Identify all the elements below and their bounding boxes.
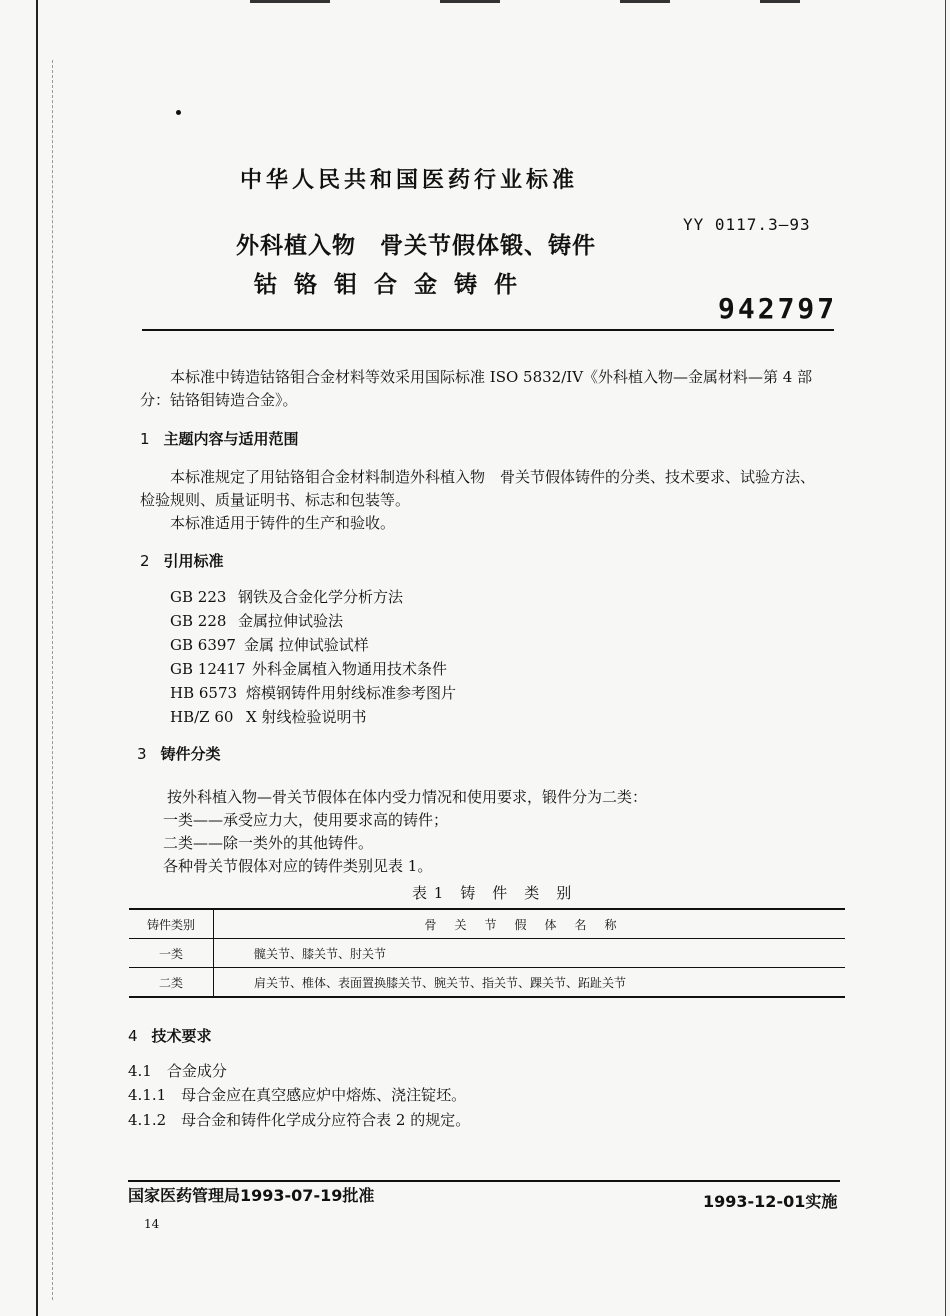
section4-1-1: 4.1.1 母合金应在真空感应炉中熔炼、浇注锭坯。	[128, 1086, 467, 1104]
table-header-cell: 铸件类别	[129, 910, 214, 939]
reference-item	[170, 634, 369, 657]
implementation-date: 1993-12-01实施	[703, 1192, 838, 1211]
document-title-line1: 外科植入物 骨关节假体锻、铸件	[236, 233, 596, 259]
reference-code: GB 228	[170, 612, 227, 630]
reference-code: HB/Z 60	[170, 708, 234, 726]
table-row	[129, 939, 845, 968]
section1-title: 主题内容与适用范围	[163, 430, 299, 448]
section4-title: 技术要求	[151, 1027, 212, 1045]
reference-code: GB 12417	[170, 660, 246, 678]
header-rule	[142, 329, 834, 331]
section4-1: 4.1 合金成分	[128, 1062, 227, 1080]
section2-heading	[140, 550, 224, 571]
intro-line2: 分：钴铬钼铸造合金》。	[140, 391, 298, 409]
intro-line1: 本标准中铸造钴铬钼合金材料等效采用国际标准 ISO 5832/IV《外科植入物—金属材料—第 4 部	[170, 368, 813, 386]
table-row	[129, 968, 845, 997]
reference-code: HB 6573	[170, 684, 238, 702]
scan-artifact-line	[52, 60, 53, 1300]
section3-p4: 各种骨关节假体对应的铸件类别见表 1。	[163, 857, 433, 875]
reference-code: GB 223	[170, 588, 227, 606]
table1	[129, 908, 845, 998]
scan-edge-left	[36, 0, 38, 1316]
reference-name: 外科金属植入物通用技术条件	[252, 660, 448, 678]
scan-edge-right	[945, 0, 946, 1316]
section1-p1-line2: 检验规则、质量证明书、标志和包装等。	[140, 491, 411, 509]
table-header-row	[129, 910, 845, 939]
table-cell-names: 肩关节、椎体、表面置换膝关节、腕关节、指关节、踝关节、跖趾关节	[214, 968, 846, 997]
section1-heading	[140, 428, 299, 449]
reference-item	[170, 610, 343, 633]
section3-number: 3	[137, 745, 147, 763]
reference-name: X 射线检验说明书	[246, 708, 367, 726]
section2-title: 引用标准	[163, 552, 224, 570]
reference-name: 熔模钢铸件用射线标准参考图片	[246, 684, 457, 702]
reference-item	[170, 658, 447, 681]
section4-heading	[128, 1025, 212, 1046]
footer-rule	[128, 1180, 840, 1182]
table-cell-category: 二类	[129, 968, 214, 997]
table-cell-names: 髋关节、膝关节、肘关节	[214, 939, 846, 968]
standard-code: YY 0117.3—93	[683, 215, 811, 234]
section4-1-2: 4.1.2 母合金和铸件化学成分应符合表 2 的规定。	[128, 1111, 471, 1129]
document-title-line2: 钴铬钼合金铸件	[254, 272, 534, 298]
section3-p1: 按外科植入物—骨关节假体在体内受力情况和使用要求，锻件分为二类：	[167, 788, 648, 806]
page-number: 14	[144, 1217, 160, 1231]
section1-number: 1	[140, 430, 150, 448]
section4-number: 4	[128, 1027, 138, 1045]
approval-line: 国家医药管理局1993-07-19批准	[128, 1186, 375, 1205]
reference-name: 金属 拉伸试验试样	[244, 636, 369, 654]
table1-title: 表 1 铸 件 类 别	[412, 884, 573, 902]
table-header-cell: 骨关节假体名称	[424, 917, 635, 932]
reference-item	[170, 586, 403, 609]
reference-code: GB 6397	[170, 636, 236, 654]
reference-name: 金属拉伸试验法	[238, 612, 344, 630]
section1-p1-line1: 本标准规定了用钴铬钼合金材料制造外科植入物 骨关节假体铸件的分类、技术要求、试验方法、	[170, 468, 816, 486]
scan-speck	[176, 110, 181, 115]
section2-number: 2	[140, 552, 150, 570]
section3-title: 铸件分类	[160, 745, 221, 763]
section3-p2: 一类——承受应力大，使用要求高的铸件；	[163, 811, 449, 829]
reference-name: 钢铁及合金化学分析方法	[238, 588, 404, 606]
section3-heading	[137, 743, 221, 764]
table-cell-category: 一类	[129, 939, 214, 968]
section3-p3: 二类——除一类外的其他铸件。	[163, 834, 374, 852]
reference-item	[170, 706, 366, 729]
document-number: 942797	[718, 292, 838, 325]
standard-organization: 中华人民共和国医药行业标准	[240, 168, 579, 193]
section1-p2: 本标准适用于铸件的生产和验收。	[170, 514, 396, 532]
scan-top-marks	[0, 0, 950, 4]
reference-item	[170, 682, 456, 705]
